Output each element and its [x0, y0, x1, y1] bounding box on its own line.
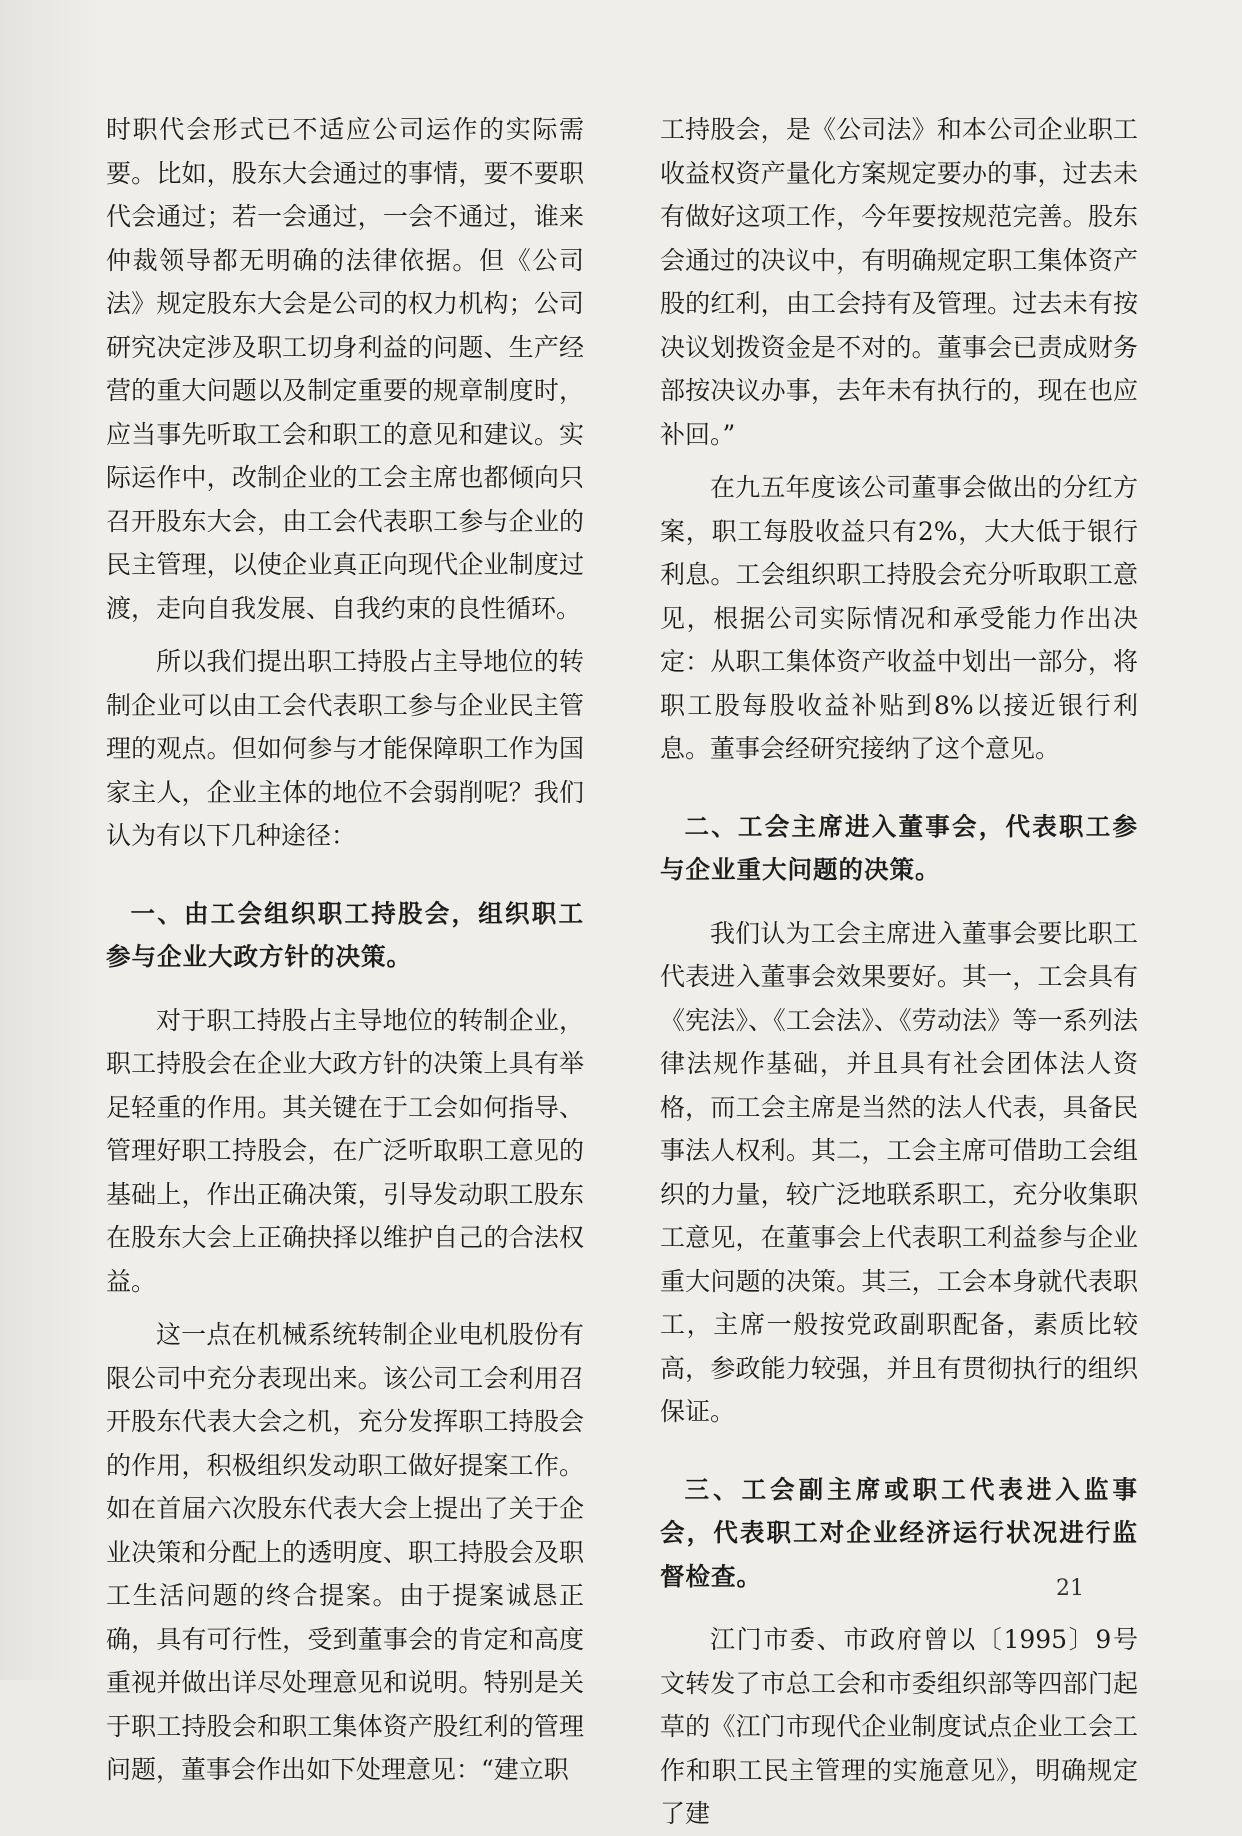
body-paragraph: 江门市委、市政府曾以〔1995〕9号文转发了市总工会和市委组织部等四部门起草的《江门市现代企业制度试点企业工会工作和职工民主管理的实施意见》，明确规定了建	[660, 1625, 1138, 1828]
scan-gutter-shadow	[0, 0, 100, 1680]
page-number: 21	[1056, 1576, 1084, 1601]
section-heading: 一、由工会组织职工持股会，组织职工参与企业大政方针的决策。	[106, 898, 584, 971]
left-column	[106, 108, 584, 1792]
body-paragraph: 工持股会，是《公司法》和本公司企业职工收益权资产量化方案规定要办的事，过去未有做好这项工作，今年要按规范完善。股东会通过的决议中，有明确规定职工集体资产股的红利，由工会持有及管理。过去未有按决议划拨资金是不对的。董事会已责成财务部按决议办事，去年未有执行的，现在也应补回。”	[660, 115, 1138, 449]
body-paragraph: 对于职工持股占主导地位的转制企业，职工持股会在企业大政方针的决策上具有举足轻重的作用。其关键在于工会如何指导、管理好职工持股会，在广泛听取职工意见的基础上，作出正确决策，引导发动职工股东在股东大会上正确抉择以维护自己的合法权益。	[106, 1005, 584, 1296]
section-heading: 三、工会副主席或职工代表进入监事会，代表职工对企业经济运行状况进行监督检查。	[660, 1474, 1138, 1591]
section-heading: 二、工会主席进入董事会，代表职工参与企业重大问题的决策。	[660, 811, 1138, 884]
body-paragraph: 所以我们提出职工持股占主导地位的转制企业可以由工会代表职工参与企业民主管理的观点。但如何参与才能保障职工作为国家主人，企业主体的地位不会弱削呢？我们认为有以下几种途径：	[106, 647, 584, 850]
body-paragraph: 时职代会形式已不适应公司运作的实际需要。比如，股东大会通过的事情，要不要职代会通过；若一会通过，一会不通过，谁来仲裁领导都无明确的法律依据。但《公司法》规定股东大会是公司的权力机构；公司研究决定涉及职工切身利益的问题、生产经营的重大问题以及制定重要的规章制度时，应当事先听取工会和职工的意见和建议。实际运作中，改制企业的工会主席也都倾向只召开股东大会，由工会代表职工参与企业的民主管理，以使企业真正向现代企业制度过渡，走向自我发展、自我约束的良性循环。	[106, 115, 584, 623]
body-paragraph: 在九五年度该公司董事会做出的分红方案，职工每股收益只有2%，大大低于银行利息。工会组织职工持股会充分听取职工意见，根据公司实际情况和承受能力作出决定：从职工集体资产收益中划出一部分，将职工股每股收益补贴到8%以接近银行利息。董事会经研究接纳了这个意见。	[660, 473, 1138, 763]
body-paragraph: 我们认为工会主席进入董事会要比职工代表进入董事会效果要好。其一，工会具有《宪法》、《工会法》、《劳动法》等一系列法律法规作基础，并且具有社会团体法人资格，而工会主席是当然的法人代表，具备民事法人权利。其二，工会主席可借助工会组织的力量，较广泛地联系职工，充分收集职工意见，在董事会上代表职工利益参与企业重大问题的决策。其三，工会本身就代表职工，主席一般按党政副职配备，素质比较高，参政能力较强，并且有贯彻执行的组织保证。	[660, 918, 1138, 1426]
body-paragraph: 这一点在机械系统转制企业电机股份有限公司中充分表现出来。该公司工会利用召开股东代表大会之机，充分发挥职工持股会的作用，积极组织发动职工做好提案工作。如在首届六次股东代表大会上提出了关于企业决策和分配上的透明度、职工持股会及职工生活问题的终合提案。由于提案诚恳正确，具有可行性，受到董事会的肯定和高度重视并做出详尽处理意见和说明。特别是关于职工持股会和职工集体资产股红利的管理问题，董事会作出如下处理意见：“建立职	[106, 1320, 584, 1784]
